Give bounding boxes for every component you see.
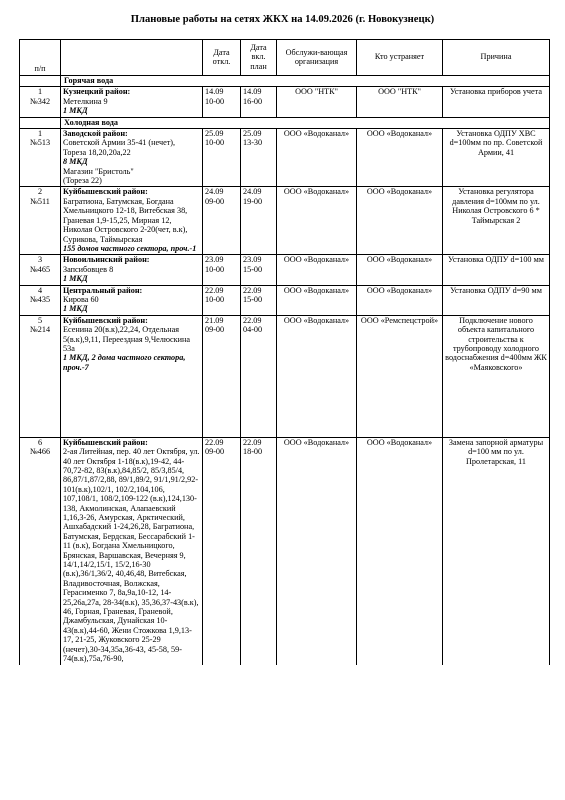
header-address	[61, 40, 203, 76]
row-on-date: 23.09	[243, 255, 262, 265]
row-off-time: 10-00	[205, 96, 225, 106]
row-off-time: 09-00	[205, 196, 225, 206]
page-title: Плановые работы на сетях ЖКХ на 14.09.2026 (г. Новокузнецк)	[130, 14, 435, 25]
row-number: 1	[37, 129, 43, 139]
row-org: ООО «Водоканал»	[277, 255, 357, 285]
row-summary: 155 домов частного сектора, проч.-1	[63, 243, 197, 253]
row-fixer: ООО «Водоканал»	[357, 285, 443, 315]
header-row	[20, 40, 550, 76]
row-on-date: 25.09	[243, 129, 262, 139]
row-org: ООО «Водоканал»	[277, 315, 357, 437]
row-id: №465	[29, 264, 51, 274]
row-on-date: 22.09	[243, 285, 262, 295]
row-on-time: 19-00	[243, 196, 263, 206]
row-on-time: 18-00	[243, 447, 263, 457]
row-off-date: 23.09	[205, 255, 224, 265]
header-org: Обслужи-вающая организация	[277, 40, 357, 76]
row-fixer: ООО «Водоканал»	[357, 255, 443, 285]
header-date-on: Дата вкл. план	[241, 40, 277, 76]
header-fixer: Кто устраняет	[357, 40, 443, 76]
table-row	[20, 255, 550, 285]
row-district: Кузнецкий район:	[63, 87, 131, 97]
row-off-time: 10-00	[205, 138, 225, 148]
row-off-date: 14.09	[205, 87, 224, 97]
row-district: Куйбышевский район:	[63, 315, 148, 325]
row-fixer: ООО «Водоканал»	[357, 129, 443, 187]
table-row	[20, 187, 550, 255]
section-hot-water: Горячая вода	[61, 76, 550, 87]
section-cold-water: Холодная вода	[61, 117, 550, 128]
row-reason: Установка приборов учета	[443, 87, 550, 117]
row-on-time: 15-00	[243, 264, 263, 274]
row-address: Запсибовцев 8	[63, 264, 114, 274]
table-row	[20, 437, 550, 664]
row-fixer: ООО «Водоканал»	[357, 187, 443, 255]
row-extra2: (Тореза 22)	[63, 176, 102, 186]
row-address: Есенина 20(в.к),22,24, Отдельная 5(в.к),9,11, Переездная 9,Челюскина 53а	[63, 325, 190, 353]
row-reason: Подключение нового объекта капитального строительства к трубопроводу холодного водоснабжения d=400мм ЖК «Маяковского»	[443, 315, 550, 437]
table-row	[20, 87, 550, 117]
row-on-time: 04-00	[243, 325, 263, 335]
row-summary: 1 МКД	[63, 304, 88, 314]
row-off-date: 21.09	[205, 315, 224, 325]
row-org: ООО «Водоканал»	[277, 187, 357, 255]
row-address: Багратиона, Батумская, Богдана Хмельницкого 12-18, Витебская 38, Граневая 1,9-15,25, Мирная 12, Николая Островского 2-20(чет, в.к), Сурикова, Таймырская	[63, 196, 188, 244]
row-on-time: 15-00	[243, 294, 263, 304]
row-org: ООО "НТК"	[277, 87, 357, 117]
row-off-time: 10-00	[205, 294, 225, 304]
section-row	[20, 76, 550, 87]
row-summary: 1 МКД	[63, 274, 88, 284]
row-address: Советской Армии 35-41 (нечет), Тореза 18,20,20а,22	[63, 138, 176, 157]
row-summary: 1 МКД	[63, 106, 88, 116]
row-reason: Замена запорной арматуры d=100 мм по ул. Пролетарская, 11	[443, 437, 550, 664]
row-on-date: 14.09	[243, 87, 262, 97]
table-row	[20, 129, 550, 187]
row-off-date: 22.09	[205, 437, 224, 447]
row-district: Новоильинский район:	[63, 255, 150, 265]
header-reason: Причина	[443, 40, 550, 76]
works-table	[19, 39, 550, 665]
row-number: 3	[37, 255, 43, 265]
section-row	[20, 117, 550, 128]
row-reason: Установка регулятора давления d=100мм по ул. Николая Островского 6 * Таймырская 2	[443, 187, 550, 255]
row-id: №466	[29, 447, 51, 457]
row-off-date: 22.09	[205, 285, 224, 295]
row-address: 2-ая Литейная, пер. 40 лет Октября, ул. 40 лет Октября 1-18(в.к),19-42, 44-70,72-82, 83(в.к),84,85/2, 85/3,85/4, 86,87/1,87/2,88, 89/1,89/2, 91/1,91/2,92-101(в.к),102/1, 102/2,104,106, 107,108/1, 108/2,109-122 (в.к),124,130-138, Акмолинская, Алапаевский 1,16,3-26, Амурская, Арктический, Ашхабадский 1-24,26,28, Багратиона, Батумская, Бердская, Бессарабский 1-11 (в.к), Богдана Хмельницкого, Брянская, Варшавская, Вечерняя 9, 14/1,14/2,15/1, 15/2,16-30 (в.к),36/1,36/2, 40,46,48, Витебская, Владивосточная, Волжская, Герасименко 7, 8а,9а,10-12, 14-25,26а,27а, 28-34(в.к), 35,36,37-43(в.к), 46, Горная, Граневая, Граневой, Джамбульская, Дунайская 10-43(в.к),44-60, Жени Стожкова 1,9,13-17, 21-25, Жуковского 25-29 (нечет),30-34,35а,36-43, 45-58, 59-74(в.к),75а,76-90,	[63, 447, 200, 664]
row-address: Кирова 60	[63, 294, 99, 304]
row-number: 4	[37, 285, 43, 295]
table-row	[20, 315, 550, 437]
row-number: 1	[37, 87, 43, 97]
row-off-time: 10-00	[205, 264, 225, 274]
header-date-off: Дата откл.	[203, 40, 241, 76]
row-off-date: 24.09	[205, 187, 224, 197]
row-id: №435	[29, 294, 51, 304]
row-reason: Установка ОДПУ d=100 мм	[443, 255, 550, 285]
row-id: №513	[29, 138, 51, 148]
row-reason: Установка ОДПУ ХВС d=100мм по пр. Советской Армии, 41	[443, 129, 550, 187]
row-id: №214	[29, 325, 51, 335]
row-on-date: 22.09	[243, 437, 262, 447]
row-off-time: 09-00	[205, 325, 225, 335]
row-on-time: 13-30	[243, 138, 263, 148]
row-fixer: ООО «Водоканал»	[357, 437, 443, 664]
row-extra: Магазин "Бристоль"	[63, 166, 134, 176]
row-on-date: 22.09	[243, 315, 262, 325]
row-district: Заводской район:	[63, 129, 128, 139]
row-id: №342	[29, 96, 51, 106]
row-id: №511	[30, 196, 50, 206]
row-off-date: 25.09	[205, 129, 224, 139]
row-district: Центральный район:	[63, 285, 143, 295]
row-summary: 8 МКД	[63, 157, 88, 167]
row-address: Метелкина 9	[63, 96, 108, 106]
row-district: Куйбышевский район:	[63, 437, 148, 447]
row-off-time: 09-00	[205, 447, 225, 457]
row-on-date: 24.09	[243, 187, 262, 197]
row-district: Куйбышевский район:	[63, 187, 148, 197]
row-number: 5	[37, 315, 43, 325]
header-num: п/п	[20, 40, 61, 76]
row-on-time: 16-00	[243, 96, 263, 106]
row-org: ООО «Водоканал»	[277, 437, 357, 664]
row-reason: Установка ОДПУ d=90 мм	[443, 285, 550, 315]
row-number: 6	[37, 437, 43, 447]
row-fixer: ООО "НТК"	[357, 87, 443, 117]
table-row	[20, 285, 550, 315]
row-fixer: ООО «Ремспецстрой»	[357, 315, 443, 437]
row-org: ООО «Водоканал»	[277, 129, 357, 187]
row-summary: 1 МКД, 2 дома частного сектора, проч.-7	[63, 353, 186, 372]
row-number: 2	[37, 187, 43, 197]
row-org: ООО «Водоканал»	[277, 285, 357, 315]
